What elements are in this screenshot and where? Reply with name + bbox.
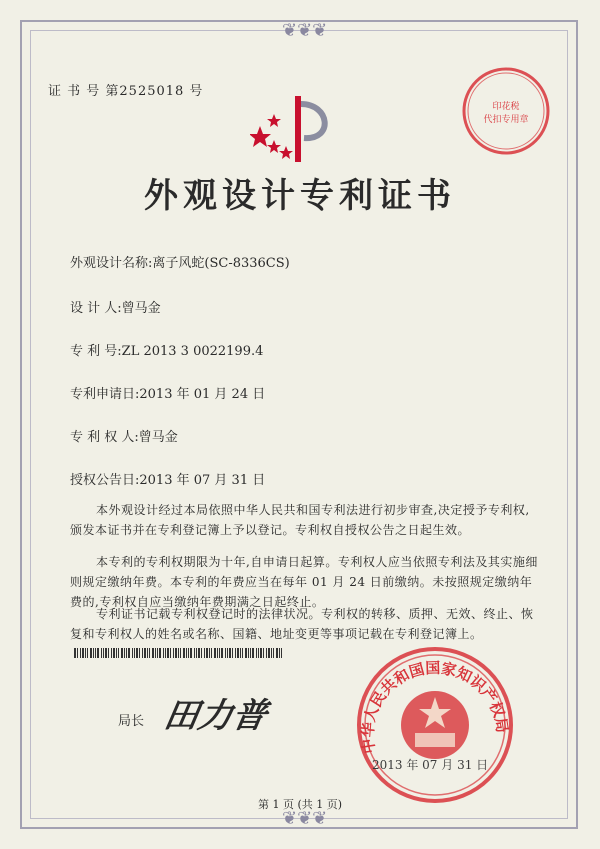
barcode-bar [256, 648, 257, 658]
barcode [74, 648, 284, 658]
barcode-bar [144, 648, 146, 658]
field-application-date: 专利申请日:2013 年 01 月 24 日 [70, 387, 266, 402]
paragraph-grant: 本外观设计经过本局依照中华人民共和国专利法进行初步审查,决定授予专利权,颁发本证书并在专利登记簿上予以登记。专利权自授权公告之日起生效。 [70, 503, 530, 537]
barcode-bar [227, 648, 228, 658]
barcode-bar [214, 648, 216, 658]
barcode-bar [165, 648, 166, 658]
patent-office-logo-icon [250, 88, 340, 168]
field-design-name: 外观设计名称:离子风蛇(SC-8336CS) [70, 256, 290, 271]
field-designer: 设 计 人:曾马金 [70, 301, 161, 316]
barcode-bar [159, 648, 161, 658]
barcode-bar [186, 648, 187, 658]
barcode-bar [134, 648, 135, 658]
barcode-bar [217, 648, 218, 658]
svg-text:中华人民共和国国家知识产权局: 中华人民共和国国家知识产权局 [358, 658, 512, 755]
barcode-bar [281, 648, 282, 658]
barcode-bar [221, 648, 223, 658]
state-ip-office-seal [355, 645, 515, 805]
barcode-bar [271, 648, 272, 658]
barcode-bar [149, 648, 150, 658]
barcode-bar [155, 648, 156, 658]
barcode-bar [80, 648, 81, 658]
field-patent-number: 专 利 号:ZL 2013 3 0022199.4 [70, 344, 264, 359]
barcode-bar [194, 648, 195, 658]
barcode-bar [178, 648, 179, 658]
barcode-bar [74, 648, 76, 658]
barcode-bar [219, 648, 220, 658]
barcode-bar [183, 648, 185, 658]
barcode-bar [101, 648, 102, 658]
director-label: 局长 [118, 714, 145, 729]
barcode-bar [258, 648, 259, 658]
barcode-bar [95, 648, 96, 658]
barcode-bar [250, 648, 251, 658]
barcode-bar [136, 648, 138, 658]
barcode-bar [260, 648, 262, 658]
barcode-bar [190, 648, 192, 658]
barcode-bar [201, 648, 202, 658]
barcode-bar [196, 648, 197, 658]
barcode-bar [103, 648, 104, 658]
barcode-bar [152, 648, 154, 658]
barcode-bar [108, 648, 109, 658]
barcode-bar [157, 648, 158, 658]
seal-date: 2013 年 07 月 31 日 [372, 758, 489, 772]
barcode-bar [170, 648, 171, 658]
barcode-bar [87, 648, 88, 658]
barcode-bar [116, 648, 117, 658]
barcode-bar [167, 648, 169, 658]
barcode-bar [188, 648, 189, 658]
barcode-bar [124, 648, 125, 658]
page-number: 第 1 页 (共 1 页) [257, 798, 343, 811]
barcode-bar [147, 648, 148, 658]
barcode-bar [93, 648, 94, 658]
barcode-bar [211, 648, 212, 658]
barcode-bar [173, 648, 174, 658]
barcode-bar [229, 648, 231, 658]
barcode-bar [132, 648, 133, 658]
barcode-bar [276, 648, 278, 658]
barcode-bar [128, 648, 130, 658]
barcode-bar [252, 648, 254, 658]
barcode-bar [240, 648, 241, 658]
barcode-bar [175, 648, 177, 658]
barcode-bar [90, 648, 92, 658]
barcode-bar [273, 648, 274, 658]
barcode-bar [206, 648, 208, 658]
barcode-bar [118, 648, 119, 658]
barcode-bar [248, 648, 249, 658]
barcode-bar [180, 648, 181, 658]
paragraph-term: 本专利的专利权期限为十年,自申请日起算。专利权人应当依照专利法及其实施细则规定缴纳年费。本专利的年费应当在每年 01 月 24 日前缴纳。未按照规定缴纳年费的,专利权自应当缴纳年费期满之日起终止。 [70, 555, 538, 609]
top-ornament-icon: ❦❦❦ [282, 20, 328, 41]
barcode-bar [97, 648, 99, 658]
barcode-bar [142, 648, 143, 658]
barcode-bar [111, 648, 112, 658]
barcode-bar [85, 648, 86, 658]
svg-text:代扣专用章: 代扣专用章 [483, 115, 529, 125]
barcode-bar [268, 648, 270, 658]
barcode-bar [163, 648, 164, 658]
barcode-bar [126, 648, 127, 658]
certificate-number: 证 书 号 第2525018 号 [48, 84, 204, 99]
barcode-bar [245, 648, 247, 658]
tax-seal-stamp [460, 65, 552, 157]
barcode-bar [198, 648, 200, 658]
paragraph-legal-status: 专利证书记载专利权登记时的法律状况。专利权的转移、质押、无效、终止、恢复和专利权人的姓名或名称、国籍、地址变更等事项记载在专利登记簿上。 [70, 607, 534, 641]
director-signature: 田力普 [160, 696, 270, 736]
barcode-bar [242, 648, 243, 658]
bottom-ornament-icon: ❦❦❦ [282, 808, 328, 829]
barcode-bar [105, 648, 107, 658]
barcode-bar [263, 648, 264, 658]
barcode-bar [209, 648, 210, 658]
barcode-bar [266, 648, 267, 658]
barcode-bar [113, 648, 115, 658]
field-patentee: 专 利 权 人:曾马金 [70, 430, 178, 445]
barcode-bar [82, 648, 84, 658]
barcode-bar [77, 648, 78, 658]
barcode-bar [204, 648, 205, 658]
barcode-bar [232, 648, 233, 658]
barcode-bar [235, 648, 236, 658]
certificate-title: 外观设计专利证书 [144, 176, 456, 216]
barcode-bar [279, 648, 280, 658]
barcode-bar [139, 648, 140, 658]
field-grant-date: 授权公告日:2013 年 07 月 31 日 [70, 473, 266, 488]
barcode-bar [121, 648, 123, 658]
svg-text:印花税: 印花税 [492, 102, 520, 112]
barcode-bar [225, 648, 226, 658]
barcode-bar [237, 648, 239, 658]
